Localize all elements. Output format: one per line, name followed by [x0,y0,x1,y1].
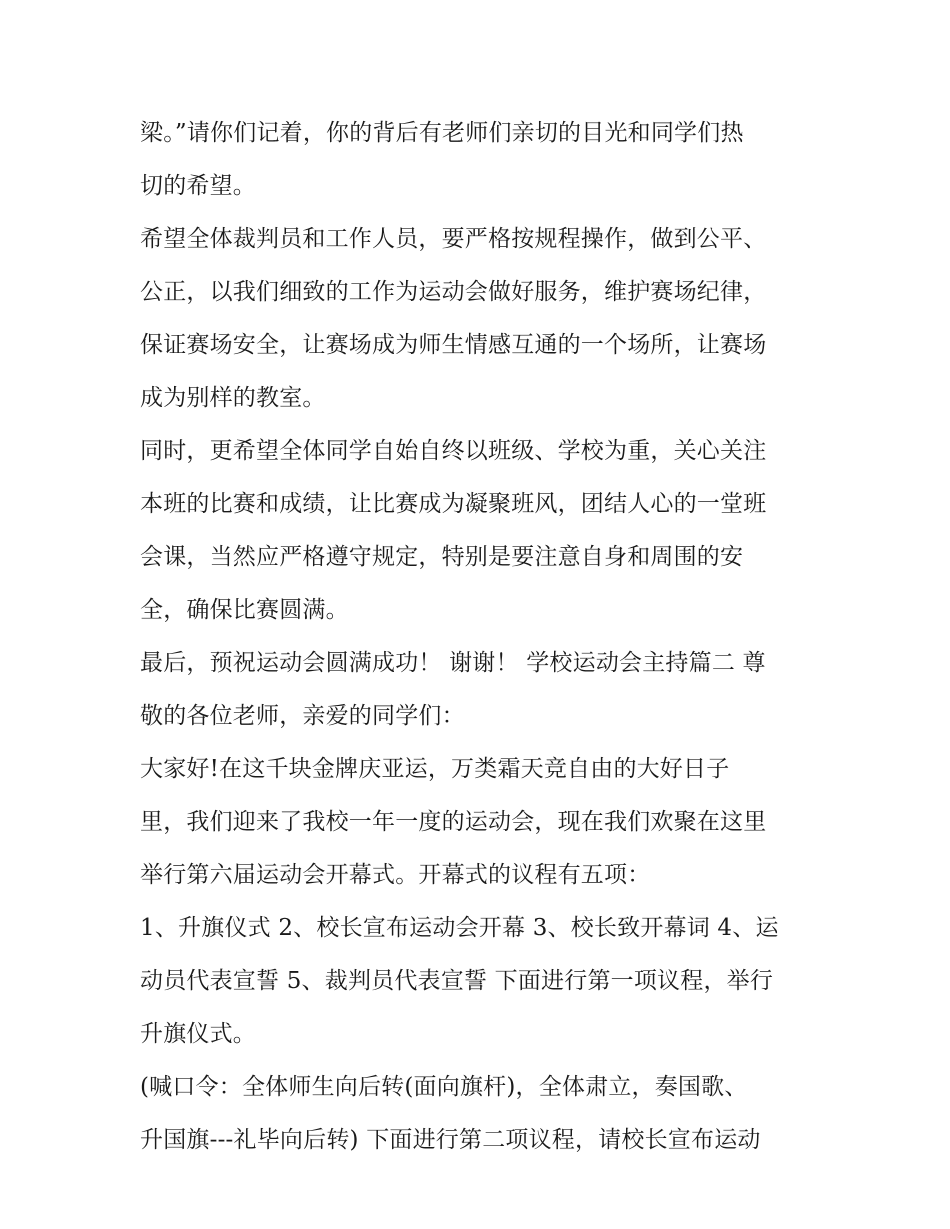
text-line: 举行第六届运动会开幕式。开幕式的议程有五项： [140,862,651,888]
text-line: 成为别样的教室。 [140,385,326,411]
text-line: 切的希望。 [140,173,256,199]
text-line: 希望全体裁判员和工作人员，要严格按规程操作，做到公平、 [140,226,767,252]
text-line: 大家好!在这千块金牌庆亚运，万类霜天竞自由的大好日子 [140,756,730,782]
text-line: 动员代表宣誓 5、裁判员代表宣誓 下面进行第一项议程，举行 [140,968,774,994]
text-line: 最后，预祝运动会圆满成功！ 谢谢！ 学校运动会主持篇二 尊 [140,650,766,676]
text-line: 升国旗---礼毕向后转) 下面进行第二项议程，请校长宣布运动 [140,1127,761,1153]
text-line: 保证赛场安全，让赛场成为师生情感互通的一个场所，让赛场 [140,332,767,358]
text-line: (喊口令：全体师生向后转(面向旗杆)，全体肃立，奏国歌、 [140,1074,748,1100]
text-line: 同时，更希望全体同学自始自终以班级、学校为重，关心关注 [140,438,767,464]
document-body [140,107,820,1167]
text-line: 本班的比赛和成绩，让比赛成为凝聚班风，团结人心的一堂班 [140,491,767,517]
text-line: 敬的各位老师，亲爱的同学们： [140,703,465,729]
text-line: 升旗仪式。 [140,1021,256,1047]
text-line: 全，确保比赛圆满。 [140,597,349,623]
text-line: 公正，以我们细致的工作为运动会做好服务，维护赛场纪律， [140,279,767,305]
text-line: 会课，当然应严格遵守规定，特别是要注意自身和周围的安 [140,544,744,570]
text-line: 1、升旗仪式 2、校长宣布运动会开幕 3、校长致开幕词 4、运 [140,915,779,941]
text-line: 梁。”请你们记着，你的背后有老师们亲切的目光和同学们热 [140,120,744,146]
text-line: 里，我们迎来了我校一年一度的运动会，现在我们欢聚在这里 [140,809,767,835]
